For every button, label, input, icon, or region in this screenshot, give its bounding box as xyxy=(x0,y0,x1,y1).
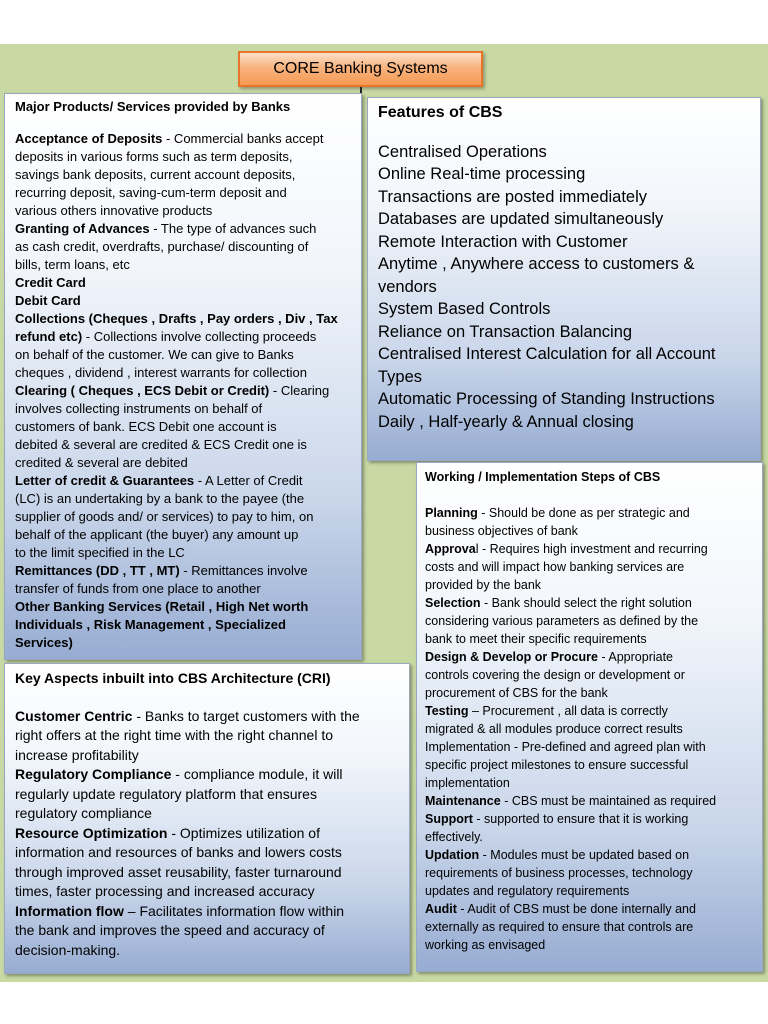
description-text: - Modules must be updated based on xyxy=(479,848,690,862)
description-text: requirements of business processes, technology xyxy=(425,866,693,880)
text-line xyxy=(15,418,361,436)
description-text: externally as required to ensure that controls are xyxy=(425,920,694,934)
term-label: Collections (Cheques , Drafts , Pay orders , Div , Tax xyxy=(15,311,338,326)
text-line xyxy=(425,828,762,846)
cri-aspects-box xyxy=(4,663,410,974)
description-text: provided by the bank xyxy=(425,578,542,592)
description-text: increase profitability xyxy=(15,746,139,763)
text-line xyxy=(425,900,762,918)
feature-item: Transactions are posted immediately xyxy=(378,187,648,206)
term-label: Planning xyxy=(425,506,478,520)
products-body xyxy=(15,130,361,652)
term-label: Debit Card xyxy=(15,293,81,308)
description-text: - Collections involve collecting proceeds xyxy=(82,329,317,344)
text-line xyxy=(15,843,409,863)
text-line xyxy=(425,630,762,648)
term-label: Selection xyxy=(425,596,481,610)
feature-item: Online Real-time processing xyxy=(378,165,586,183)
text-line xyxy=(425,720,762,738)
text-line xyxy=(15,726,409,746)
text-line xyxy=(15,364,361,382)
text-line xyxy=(15,824,409,844)
description-text: right offers at the right time with the right channel to xyxy=(15,727,334,743)
description-text: on behalf of the customer. We can give to Banks xyxy=(15,347,294,362)
text-line xyxy=(425,504,762,522)
description-text: transfer of funds from one place to another xyxy=(15,581,261,596)
text-line xyxy=(15,562,361,580)
description-text: debited & several are credited & ECS Credit one is xyxy=(15,437,307,452)
description-text: the bank and improves the speed and accuracy of xyxy=(15,922,325,938)
description-text: customers of bank. ECS Debit one account is xyxy=(15,419,277,434)
text-line xyxy=(15,166,361,184)
description-text: costs and will impact how banking services are xyxy=(425,560,685,574)
text-line xyxy=(425,864,762,882)
term-label: Approva xyxy=(425,542,476,556)
text-line xyxy=(15,382,361,400)
description-text: - Bank should select the right solution xyxy=(480,596,692,610)
text-line xyxy=(15,148,361,166)
feature-item: vendors xyxy=(378,277,437,296)
term-label: Remittances (DD , TT , MT) xyxy=(15,563,180,578)
text-line xyxy=(425,792,762,810)
description-text: - A Letter of Credit xyxy=(194,473,303,488)
feature-item: Anytime , Anywhere access to customers & xyxy=(378,255,695,273)
text-line xyxy=(15,310,361,328)
text-line xyxy=(15,274,361,292)
term-label: Clearing ( Cheques , ECS Debit or Credit) xyxy=(15,383,270,398)
text-line xyxy=(15,346,361,364)
description-text: migrated & all modules produce correct results xyxy=(425,722,683,736)
description-text: various others innovative products xyxy=(15,203,213,218)
description-text: effectively. xyxy=(425,830,483,844)
description-text: – Procurement , all data is correctly xyxy=(468,704,668,718)
description-text: savings bank deposits, current account deposits, xyxy=(15,167,296,182)
text-line xyxy=(425,612,762,630)
feature-item: Centralised Interest Calculation for all Account xyxy=(378,345,716,363)
text-line xyxy=(15,941,409,961)
description-text: - CBS must be maintained as required xyxy=(500,794,717,808)
description-text: l - Requires high investment and recurring xyxy=(475,542,708,556)
text-line xyxy=(425,882,762,900)
text-line xyxy=(425,846,762,864)
implementation-steps-box xyxy=(416,462,763,972)
text-line xyxy=(15,765,409,785)
description-text: - Commercial banks accept xyxy=(162,131,324,146)
text-line xyxy=(15,328,361,346)
description-text: – Facilitates information flow within xyxy=(123,902,345,919)
description-text: to the limit specified in the LC xyxy=(15,545,185,560)
text-line xyxy=(15,292,361,310)
description-text: bank to meet their specific requirements xyxy=(425,632,647,646)
description-text: - Appropriate xyxy=(597,650,674,664)
feature-item: Remote Interaction with Customer xyxy=(378,232,628,251)
term-label: Audit xyxy=(425,902,457,916)
feature-item: Reliance on Transaction Balancing xyxy=(378,322,633,341)
term-label: Regulatory Compliance xyxy=(15,766,172,782)
description-text: supplier of goods and/ or services) to pay to him, on xyxy=(15,509,314,524)
term-label: Services) xyxy=(15,635,73,650)
description-text: - compliance module, it will xyxy=(171,766,343,782)
text-line xyxy=(15,130,361,148)
text-line xyxy=(15,238,361,256)
feature-item: Databases are updated simultaneously xyxy=(378,210,664,228)
description-text: regulatory compliance xyxy=(15,805,152,821)
text-line xyxy=(15,902,409,922)
description-text: through improved asset reusability, faster turnaround xyxy=(15,863,342,880)
text-line xyxy=(15,598,361,616)
text-line xyxy=(15,508,361,526)
text-line xyxy=(15,256,361,274)
description-text: as cash credit, overdrafts, purchase/ discounting of xyxy=(15,239,309,254)
text-line xyxy=(15,882,409,902)
text-line xyxy=(15,436,361,454)
text-line xyxy=(425,666,762,684)
text-line xyxy=(15,400,361,418)
description-text: bills, term loans, etc xyxy=(15,257,130,272)
term-label: Customer Centric xyxy=(15,707,133,724)
description-text: considering various parameters as defined by the xyxy=(425,614,699,628)
description-text: implementation xyxy=(425,776,510,790)
cri-body xyxy=(15,707,409,961)
cri-heading: Key Aspects inbuilt into CBS Architecture (CRI) xyxy=(15,670,331,686)
text-line xyxy=(15,804,409,824)
description-text: information and resources of banks and lowers costs xyxy=(15,844,342,860)
description-text: working as envisaged xyxy=(425,938,546,952)
term-label: Support xyxy=(425,812,473,826)
text-line xyxy=(425,558,762,576)
products-services-box xyxy=(4,93,362,660)
products-heading: Major Products/ Services provided by Banks xyxy=(15,99,291,114)
feature-item: Automatic Processing of Standing Instructions xyxy=(378,390,715,408)
description-text: decision-making. xyxy=(15,941,121,958)
description-text: (LC) is an undertaking by a bank to the payee (the xyxy=(15,491,305,506)
text-line xyxy=(425,738,762,756)
text-line xyxy=(15,220,361,238)
text-line xyxy=(425,648,762,666)
text-line xyxy=(15,616,361,634)
description-text: specific project milestones to ensure successful xyxy=(425,758,689,772)
text-line xyxy=(425,918,762,936)
description-text: - Clearing xyxy=(269,383,330,398)
text-line xyxy=(425,702,762,720)
text-line xyxy=(15,184,361,202)
text-line xyxy=(425,774,762,792)
description-text: - Should be done as per strategic and xyxy=(477,506,690,520)
description-text: cheques , dividend , interest warrants for collection xyxy=(15,365,307,380)
feature-item: Centralised Operations xyxy=(378,142,547,161)
term-label: Letter of credit & Guarantees xyxy=(15,473,195,488)
text-line xyxy=(15,746,409,766)
text-line xyxy=(425,522,762,540)
features-heading: Features of CBS xyxy=(378,104,503,121)
text-line xyxy=(425,540,762,558)
description-text: regularly update regulatory platform that ensures xyxy=(15,785,317,802)
steps-heading: Working / Implementation Steps of CBS xyxy=(425,470,661,484)
description-text: procurement of CBS for the bank xyxy=(425,686,608,700)
feature-item: Daily , Half-yearly & Annual closing xyxy=(378,412,634,431)
term-label: Updation xyxy=(425,848,480,862)
features-list xyxy=(378,141,760,434)
description-text: recurring deposit, saving-cum-term deposit and xyxy=(15,185,287,200)
description-text: credited & several are debited xyxy=(15,455,188,470)
description-text: updates and regulatory requirements xyxy=(425,884,630,898)
text-line xyxy=(425,576,762,594)
text-line xyxy=(15,863,409,883)
text-line xyxy=(15,202,361,220)
text-line xyxy=(15,580,361,598)
term-label: Individuals , Risk Management , Specialized xyxy=(15,617,286,632)
features-box xyxy=(367,97,761,461)
description-text: times, faster processing and increased accuracy xyxy=(15,883,315,899)
text-line xyxy=(15,921,409,941)
description-text: involves collecting instruments on behalf of xyxy=(15,401,263,416)
text-line xyxy=(425,810,762,828)
description-text: deposits in various forms such as term deposits, xyxy=(15,149,293,164)
term-label: Credit Card xyxy=(15,275,86,290)
steps-body xyxy=(425,504,762,954)
description-text: - Audit of CBS must be done internally and xyxy=(456,902,696,916)
term-label: Maintenance xyxy=(425,794,501,808)
text-line xyxy=(15,707,409,727)
feature-item: Types xyxy=(378,367,423,386)
text-line xyxy=(15,490,361,508)
description-text: - The type of advances such xyxy=(149,221,317,236)
description-text: behalf of the applicant (the buyer) any amount up xyxy=(15,527,299,542)
text-line xyxy=(425,594,762,612)
text-line xyxy=(425,756,762,774)
description-text: - supported to ensure that it is working xyxy=(472,812,689,826)
poster-title: CORE Banking Systems xyxy=(238,51,483,87)
description-text: - Remittances involve xyxy=(179,563,308,578)
term-label: Design & Develop or Procure xyxy=(425,650,598,664)
term-label: Resource Optimization xyxy=(15,824,168,841)
description-text: Implementation - Pre-defined and agreed plan with xyxy=(425,740,706,754)
text-line xyxy=(15,544,361,562)
description-text: - Optimizes utilization of xyxy=(167,824,320,841)
text-line xyxy=(15,526,361,544)
term-label: Other Banking Services (Retail , High Net worth xyxy=(15,599,309,614)
term-label: Testing xyxy=(425,704,469,718)
description-text: business objectives of bank xyxy=(425,524,578,538)
term-label: Granting of Advances xyxy=(15,221,150,236)
term-label: Acceptance of Deposits xyxy=(15,131,163,146)
term-label: Information flow xyxy=(15,902,124,919)
text-line xyxy=(15,634,361,652)
text-line xyxy=(15,454,361,472)
description-text: controls covering the design or development or xyxy=(425,668,685,682)
text-line xyxy=(15,785,409,805)
term-label: refund etc) xyxy=(15,329,83,344)
description-text: - Banks to target customers with the xyxy=(132,707,360,724)
text-line xyxy=(425,936,762,954)
feature-item: System Based Controls xyxy=(378,300,551,318)
text-line xyxy=(15,472,361,490)
text-line xyxy=(425,684,762,702)
